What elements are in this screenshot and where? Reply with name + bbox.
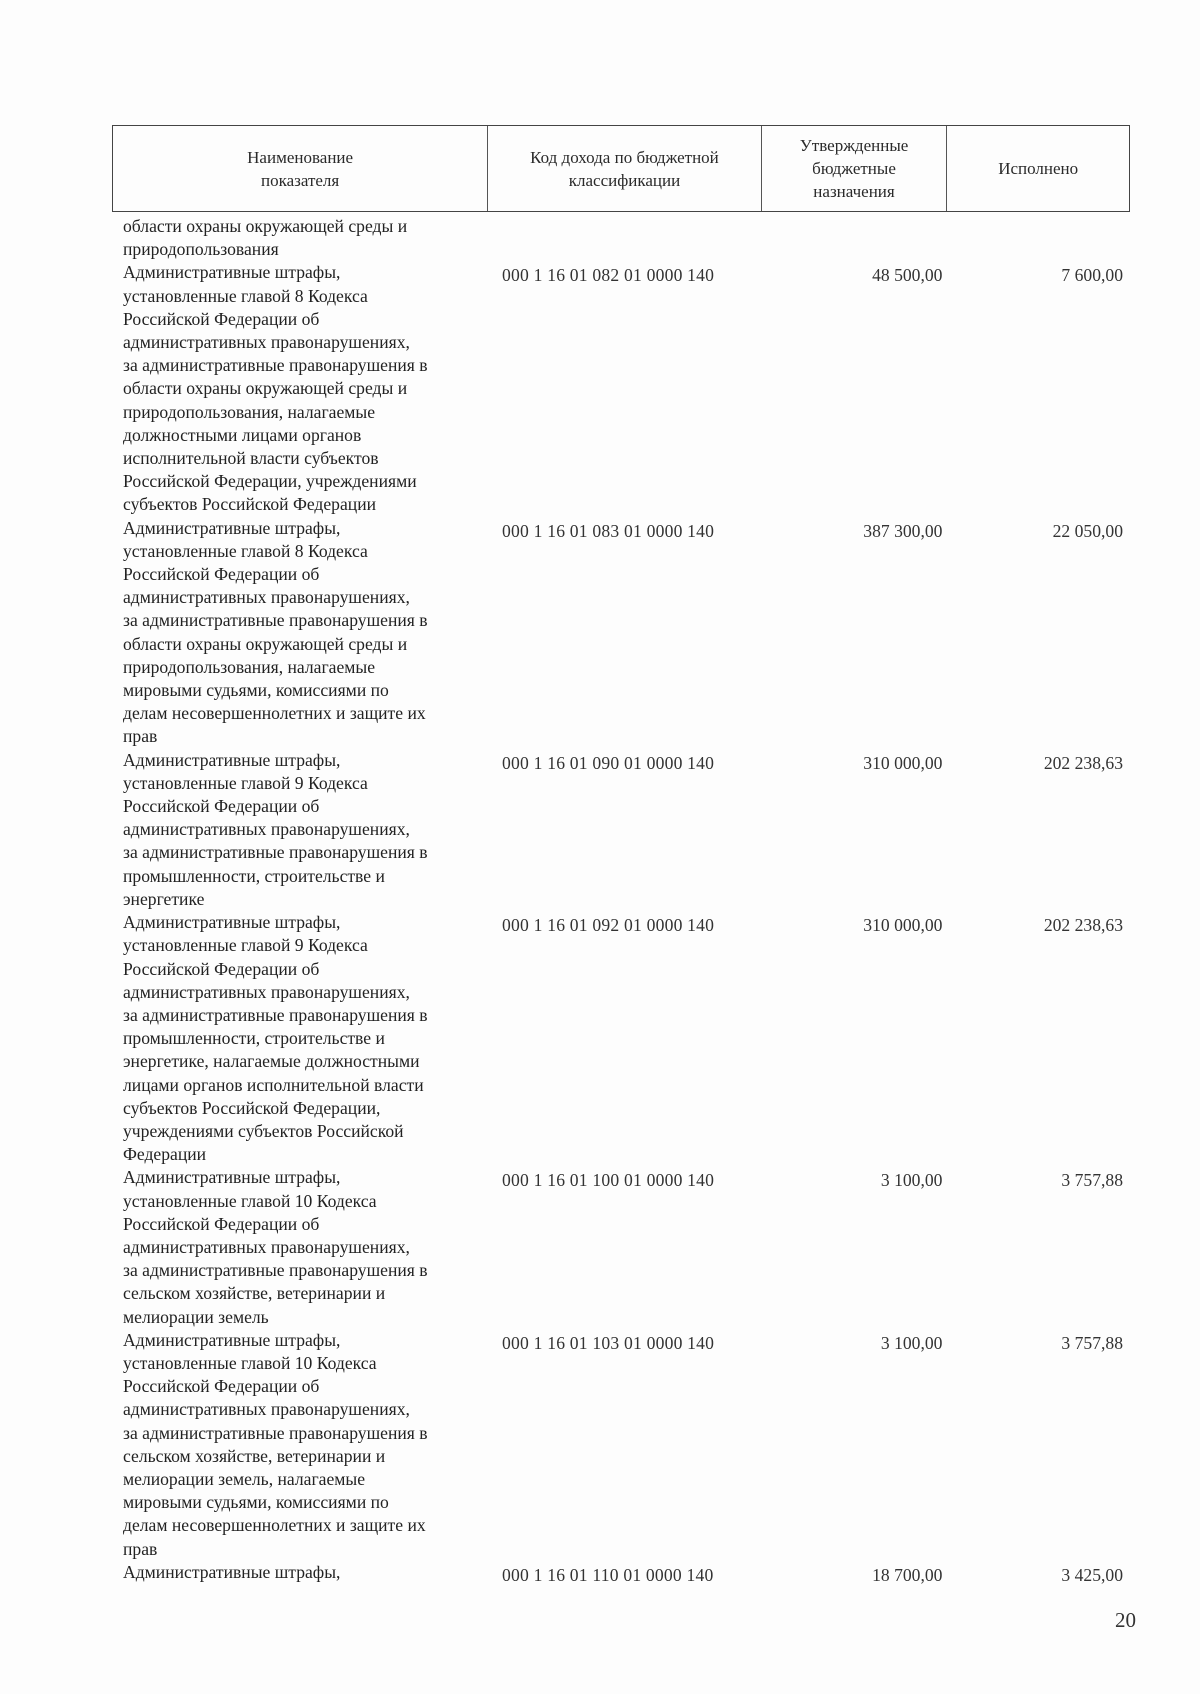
row-approved: 18 700,00 <box>872 1564 943 1585</box>
row-executed: 3 757,88 <box>1061 1332 1123 1353</box>
header-name-column: Наименование показателя <box>113 126 488 211</box>
table-row <box>123 261 1123 516</box>
header-code-column: Код дохода по бюджетной классификации <box>488 126 761 211</box>
table-row <box>123 1561 1123 1587</box>
header-approved-column: Утвержденные бюджетные назначения <box>762 126 948 211</box>
row-name: Административные штрафы, установленные главой 9 Кодекса Российской Федерации об административных правонарушениях, за административные правонарушения в промышленности, строительстве и энергетике <box>123 749 428 909</box>
header-executed-column: Исполнено <box>998 159 1079 178</box>
table-row <box>123 1166 1123 1328</box>
row-executed: 202 238,63 <box>1043 915 1123 936</box>
row-approved: 310 000,00 <box>863 915 943 936</box>
table-row <box>123 911 1123 1166</box>
row-approved: 310 000,00 <box>863 752 943 773</box>
row-name: Административные штрафы, установленные главой 8 Кодекса Российской Федерации об административных правонарушениях, за административные правонарушения в области охраны окружающей среды и природопользования, налагаемые мировыми судьями, комиссиями по делам несовершеннолетних и защите их прав <box>123 517 428 747</box>
row-executed: 3 757,88 <box>1061 1170 1123 1191</box>
row-name: Административные штрафы, <box>123 1561 341 1582</box>
row-approved: 48 500,00 <box>872 265 943 286</box>
row-name: Административные штрафы, установленные главой 10 Кодекса Российской Федерации об административных правонарушениях, за административные правонарушения в сельском хозяйстве, ветеринарии и мелиорации земель, налагаемые мировыми судьями, комиссиями по делам несовершеннолетних и защите их прав <box>123 1329 428 1559</box>
row-approved: 3 100,00 <box>880 1170 943 1191</box>
row-code: 000 1 16 01 083 01 0000 140 <box>502 520 715 541</box>
row-approved: 3 100,00 <box>880 1332 943 1353</box>
row-approved: 387 300,00 <box>863 520 943 541</box>
row-code: 000 1 16 01 100 01 0000 140 <box>502 1170 715 1191</box>
row-executed: 22 050,00 <box>1052 520 1123 541</box>
table-body <box>123 215 1123 1587</box>
table-row <box>123 1329 1123 1561</box>
row-code: 000 1 16 01 110 01 0000 140 <box>502 1564 714 1585</box>
row-name: Административные штрафы, установленные главой 8 Кодекса Российской Федерации об административных правонарушениях, за административные правонарушения в области охраны окружающей среды и природопользования, налагаемые должностными лицами органов исполнительной власти субъектов Российской Федерации, учреждениями субъектов Российской Федерации <box>123 262 428 515</box>
row-code: 000 1 16 01 090 01 0000 140 <box>502 752 715 773</box>
table-row <box>123 749 1123 911</box>
row-code: 000 1 16 01 092 01 0000 140 <box>502 915 715 936</box>
row-executed: 3 425,00 <box>1061 1564 1123 1585</box>
continued-row-text: области охраны окружающей среды и природопользования <box>123 216 408 260</box>
row-code: 000 1 16 01 103 01 0000 140 <box>502 1332 715 1353</box>
row-executed: 7 600,00 <box>1061 265 1123 286</box>
row-executed: 202 238,63 <box>1043 752 1123 773</box>
table-row <box>123 517 1123 749</box>
page-number: 20 <box>1115 1608 1136 1632</box>
table-header <box>112 125 1130 212</box>
row-name: Административные штрафы, установленные главой 9 Кодекса Российской Федерации об административных правонарушениях, за административные правонарушения в промышленности, строительстве и энергетике, налагаемые должностными лицами органов исполнительной власти субъектов Российской Федерации, учреждениями субъектов Российской Федерации <box>123 912 428 1165</box>
row-name: Административные штрафы, установленные главой 10 Кодекса Российской Федерации об административных правонарушениях, за административные правонарушения в сельском хозяйстве, ветеринарии и мелиорации земель <box>123 1167 428 1327</box>
row-code: 000 1 16 01 082 01 0000 140 <box>502 265 715 286</box>
